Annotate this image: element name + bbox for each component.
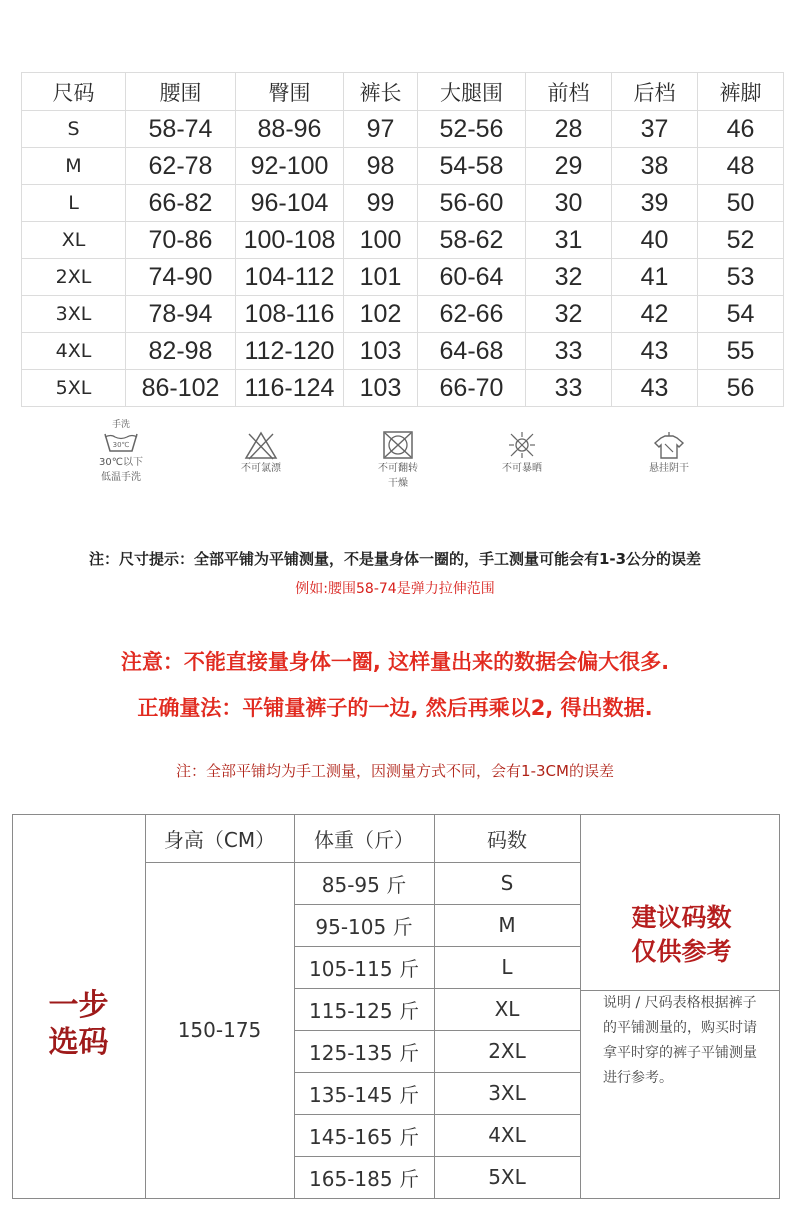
size-code-cell: 2XL — [488, 1039, 526, 1063]
hang-dry-caption: 悬挂阴干 — [649, 463, 689, 474]
no-sun-expose-icon — [505, 430, 539, 460]
size-value-cell: 43 — [612, 370, 698, 407]
size-value-cell: 42 — [612, 296, 698, 333]
size-value-cell: 33 — [526, 370, 612, 407]
care-hang-dry — [614, 430, 724, 475]
size-value-cell: 40 — [612, 222, 698, 259]
size-code-cell: 3XL — [488, 1081, 526, 1105]
size-value-cell: 52-56 — [418, 111, 526, 148]
size-code-cell: M — [498, 913, 516, 937]
height-value: 150-175 — [177, 1018, 262, 1042]
size-table-row — [22, 296, 784, 333]
size-label-cell: M — [22, 148, 126, 185]
size-label-cell: 3XL — [22, 296, 126, 333]
care-hand-wash — [66, 420, 176, 484]
size-value-cell: 64-68 — [418, 333, 526, 370]
size-value-cell: 32 — [526, 259, 612, 296]
size-table-header-row — [22, 73, 784, 111]
no-bleach-caption: 不可氯漂 — [241, 463, 281, 474]
size-table-row — [22, 370, 784, 407]
size-table-header-cell: 臀围 — [236, 73, 344, 111]
size-value-cell: 62-66 — [418, 296, 526, 333]
size-value-cell: 43 — [612, 333, 698, 370]
size-value-cell: 60-64 — [418, 259, 526, 296]
error-note: 注：全部平铺均为手工测量，因测量方式不同，会有1-3CM的误差 — [176, 762, 614, 780]
one-step-title-line2: 选码 — [48, 1025, 109, 1060]
no-sun-caption: 不可暴晒 — [502, 463, 542, 474]
header-weight: 体重（斤） — [314, 828, 414, 852]
size-value-cell: 74-90 — [126, 259, 236, 296]
suggest-line1: 建议码数 — [631, 903, 732, 932]
size-value-cell: 46 — [698, 111, 784, 148]
size-table-row — [22, 259, 784, 296]
size-value-cell: 101 — [344, 259, 418, 296]
no-tumble-caption-1: 不可翻转 — [378, 463, 418, 474]
size-value-cell: 92-100 — [236, 148, 344, 185]
care-no-bleach — [206, 430, 316, 475]
size-table-header-cell: 后档 — [612, 73, 698, 111]
size-code-cell: L — [501, 955, 513, 979]
size-value-cell: 56 — [698, 370, 784, 407]
size-value-cell: 100 — [344, 222, 418, 259]
size-value-cell: 48 — [698, 148, 784, 185]
size-label-cell: 4XL — [22, 333, 126, 370]
size-label-cell: L — [22, 185, 126, 222]
svg-text:30℃: 30℃ — [112, 441, 130, 449]
size-value-cell: 103 — [344, 370, 418, 407]
correct-method-note: 正确量法：平铺量裤子的一边, 然后再乘以2, 得出数据. — [137, 696, 653, 720]
attention-note: 注意：不能直接量身体一圈, 这样量出来的数据会偏大很多. — [120, 650, 670, 674]
size-description: 说明 / 尺码表格根据裤子的平铺测量的，购买时请拿平时穿的裤子平铺测量进行参考。 — [603, 995, 757, 1086]
size-label-cell: 5XL — [22, 370, 126, 407]
size-value-cell: 70-86 — [126, 222, 236, 259]
size-table-header-cell: 尺码 — [22, 73, 126, 111]
size-value-cell: 86-102 — [126, 370, 236, 407]
size-value-cell: 78-94 — [126, 296, 236, 333]
size-table-header-cell: 裤脚 — [698, 73, 784, 111]
size-table-row — [22, 148, 784, 185]
no-bleach-icon — [243, 430, 279, 460]
measurement-note: 注：尺寸提示：全部平铺为平铺测量，不是量身体一圈的，手工测量可能会有1-3公分的误差 — [88, 550, 702, 568]
size-value-cell: 104-112 — [236, 259, 344, 296]
size-value-cell: 28 — [526, 111, 612, 148]
header-height: 身高（CM） — [163, 828, 276, 852]
header-size: 码数 — [487, 828, 527, 852]
size-value-cell: 29 — [526, 148, 612, 185]
care-no-tumble — [343, 430, 453, 490]
hand-wash-icon — [101, 430, 141, 454]
weight-range-cell: 85-95 斤 — [321, 872, 407, 897]
size-recommendation-table — [12, 814, 780, 1199]
size-code-cell: XL — [494, 997, 520, 1021]
example-note: 例如:腰围58-74是弹力拉伸范围 — [295, 581, 495, 597]
size-label-cell: XL — [22, 222, 126, 259]
size-table-row — [22, 222, 784, 259]
size-value-cell: 82-98 — [126, 333, 236, 370]
size-value-cell: 112-120 — [236, 333, 344, 370]
weight-range-cell: 145-165 斤 — [309, 1124, 419, 1149]
size-value-cell: 50 — [698, 185, 784, 222]
suggest-label — [582, 901, 781, 969]
size-table-row — [22, 185, 784, 222]
weight-range-cell: 165-185 斤 — [309, 1166, 419, 1191]
hand-wash-caption-1: 30℃以下 — [99, 457, 143, 468]
size-value-cell: 30 — [526, 185, 612, 222]
size-label-cell: S — [22, 111, 126, 148]
weight-range-cell: 135-145 斤 — [309, 1082, 419, 1107]
size-value-cell: 97 — [344, 111, 418, 148]
size-value-cell: 55 — [698, 333, 784, 370]
size-code-cell: 4XL — [488, 1123, 526, 1147]
size-value-cell: 88-96 — [236, 111, 344, 148]
size-value-cell: 66-70 — [418, 370, 526, 407]
size-label-cell: 2XL — [22, 259, 126, 296]
size-table-header-cell: 裤长 — [344, 73, 418, 111]
size-code-cell: 5XL — [488, 1165, 526, 1189]
size-value-cell: 100-108 — [236, 222, 344, 259]
one-step-title-line1: 一步 — [48, 988, 109, 1023]
size-value-cell: 98 — [344, 148, 418, 185]
size-table-header-cell: 前档 — [526, 73, 612, 111]
suggest-line2: 仅供参考 — [631, 937, 732, 966]
size-value-cell: 62-78 — [126, 148, 236, 185]
size-value-cell: 96-104 — [236, 185, 344, 222]
size-value-cell: 52 — [698, 222, 784, 259]
no-tumble-dry-icon — [382, 430, 414, 460]
size-value-cell: 53 — [698, 259, 784, 296]
size-table-row — [22, 333, 784, 370]
weight-range-cell: 115-125 斤 — [309, 998, 419, 1023]
size-value-cell: 58-62 — [418, 222, 526, 259]
hand-wash-caption-2: 低温手洗 — [101, 472, 141, 483]
size-value-cell: 31 — [526, 222, 612, 259]
size-table-header-cell: 腰围 — [126, 73, 236, 111]
size-value-cell: 33 — [526, 333, 612, 370]
care-no-sun — [467, 430, 577, 475]
size-value-cell: 38 — [612, 148, 698, 185]
size-value-cell: 103 — [344, 333, 418, 370]
size-chart-table — [21, 72, 784, 407]
weight-range-cell: 105-115 斤 — [309, 956, 419, 981]
no-tumble-caption-2: 干燥 — [388, 478, 408, 489]
size-value-cell: 32 — [526, 296, 612, 333]
size-value-cell: 54 — [698, 296, 784, 333]
size-value-cell: 41 — [612, 259, 698, 296]
size-value-cell: 99 — [344, 185, 418, 222]
size-value-cell: 108-116 — [236, 296, 344, 333]
one-step-title — [13, 987, 144, 1061]
size-value-cell: 54-58 — [418, 148, 526, 185]
size-table-row — [22, 111, 784, 148]
size-code-cell: S — [500, 871, 514, 895]
size-value-cell: 37 — [612, 111, 698, 148]
size-value-cell: 56-60 — [418, 185, 526, 222]
weight-range-cell: 95-105 斤 — [315, 914, 413, 939]
size-value-cell: 116-124 — [236, 370, 344, 407]
size-value-cell: 39 — [612, 185, 698, 222]
weight-range-cell: 125-135 斤 — [309, 1040, 419, 1065]
size-value-cell: 102 — [344, 296, 418, 333]
size-table-header-cell: 大腿围 — [418, 73, 526, 111]
hang-dry-shade-icon — [651, 430, 687, 460]
hand-wash-top-label: 手洗 — [111, 420, 130, 430]
size-value-cell: 66-82 — [126, 185, 236, 222]
size-value-cell: 58-74 — [126, 111, 236, 148]
